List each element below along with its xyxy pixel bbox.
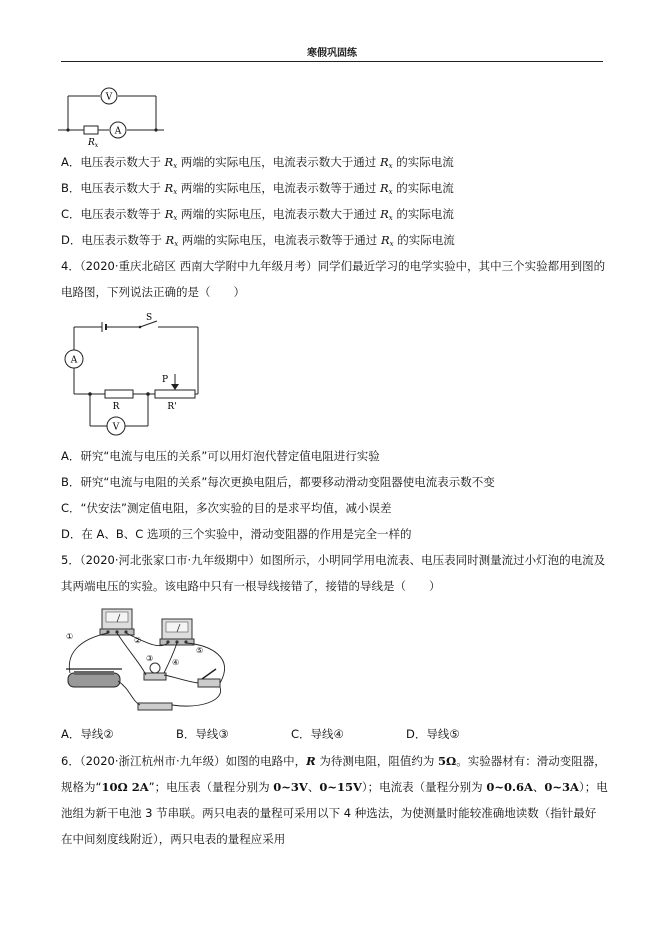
q5-option-b: B．导线③	[176, 727, 229, 741]
q4-rheostat-label: R'	[167, 402, 177, 412]
switch-device	[198, 679, 220, 687]
q4-ammeter-label: A	[70, 355, 78, 366]
rheostat-device	[68, 673, 120, 687]
q3-voltmeter-label: V	[105, 92, 113, 103]
q4-stem-line-2: 电路图，下列说法正确的是（ ）	[61, 285, 245, 299]
lamp-base	[144, 673, 166, 680]
q4-resistor-label: R	[112, 402, 120, 412]
q6-stem-line-3: 池组为新干电池 3 节串联。两只电表的量程可采用以下 4 种选法，为使测量时能较准确地读数（指针最好	[61, 806, 597, 820]
q4-switch-label: S	[146, 313, 153, 323]
q4-option-a: A．研究“电流与电压的关系”可以用灯泡代替定值电阻进行实验	[61, 449, 380, 463]
q5-option-a: A．导线②	[61, 727, 114, 741]
q5-wire-label-3: ③	[146, 654, 154, 663]
q3-option-c: C．电压表示数等于 $R_x$ 两端的实际电压，电流表示数大于通过 $R_x$ 的实际电流	[61, 207, 454, 222]
battery-pack	[138, 703, 172, 710]
q5-apparatus-figure	[60, 605, 240, 720]
page-header: 寒假巩固练	[307, 48, 357, 59]
q3-ammeter-label: A	[114, 126, 122, 137]
q4-voltmeter-label: V	[112, 422, 120, 433]
q3-option-a: A．电压表示数大于 $R_x$ 两端的实际电压，电流表示数大于通过 $R_x$ 的实际电流	[61, 155, 454, 170]
q6-stem-line-4: 在中间刻度线附近），两只电表的量程应采用	[61, 832, 286, 846]
header-divider	[61, 61, 603, 62]
q3-circuit-diagram	[58, 84, 168, 148]
q4-option-b: B．研究“电流与电阻的关系”每次更换电阻后，都要移动滑动变阻器使电流表示数不变	[61, 475, 495, 489]
q5-wire-label-4: ④	[172, 658, 180, 667]
q6-stem-line-1: 6．（2020·浙江杭州市·九年级）如图的电路中，R 为待测电阻，阻值约为 5Ω。实验器材有：滑动变阻器，	[61, 754, 606, 768]
q5-wire-label-2: ②	[134, 636, 142, 645]
q6-stem-line-2: 规格为“10Ω 2A”；电压表（量程分别为 0~3V、0~15V）；电流表（量程分别为 0~0.6A、0~3A）；电	[61, 780, 608, 794]
q5-stem-line-2: 其两端电压的实验。该电路中只有一根导线接错了，接错的导线是（ ）	[61, 579, 441, 593]
q5-wire-label-5: ⑤	[196, 646, 204, 655]
q4-stem-line-1: 4．（2020·重庆北碚区 西南大学附中九年级月考）同学们最近学习的电学实验中，其中三个实验都用到图的	[61, 259, 606, 273]
q5-stem-line-1: 5．（2020·河北张家口市·九年级期中）如图所示，小明同学用电流表、电压表同时测量流过小灯泡的电流及	[61, 553, 606, 567]
lamp-bulb	[150, 663, 160, 673]
q5-option-c: C．导线④	[291, 727, 344, 741]
q3-option-d: D．电压表示数等于 $R_x$ 两端的实际电压，电流表示数等于通过 $R_x$ 的实际电流	[61, 233, 455, 248]
q4-circuit-diagram	[60, 310, 210, 440]
q5-wire-label-1: ①	[66, 632, 74, 641]
q4-option-c: C．“伏安法”测定值电阻，多次实验的目的是求平均值，减小误差	[61, 501, 392, 515]
q4-option-d: D．在 A、B、C 选项的三个实验中，滑动变阻器的作用是完全一样的	[61, 527, 412, 541]
q3-resistor-label: $R_x$	[88, 138, 99, 148]
q3-option-b: B．电压表示数大于 $R_x$ 两端的实际电压，电流表示数等于通过 $R_x$ 的实际电流	[61, 181, 454, 196]
q4-slider-label: P	[162, 375, 169, 385]
q5-option-d: D．导线⑤	[406, 727, 460, 741]
